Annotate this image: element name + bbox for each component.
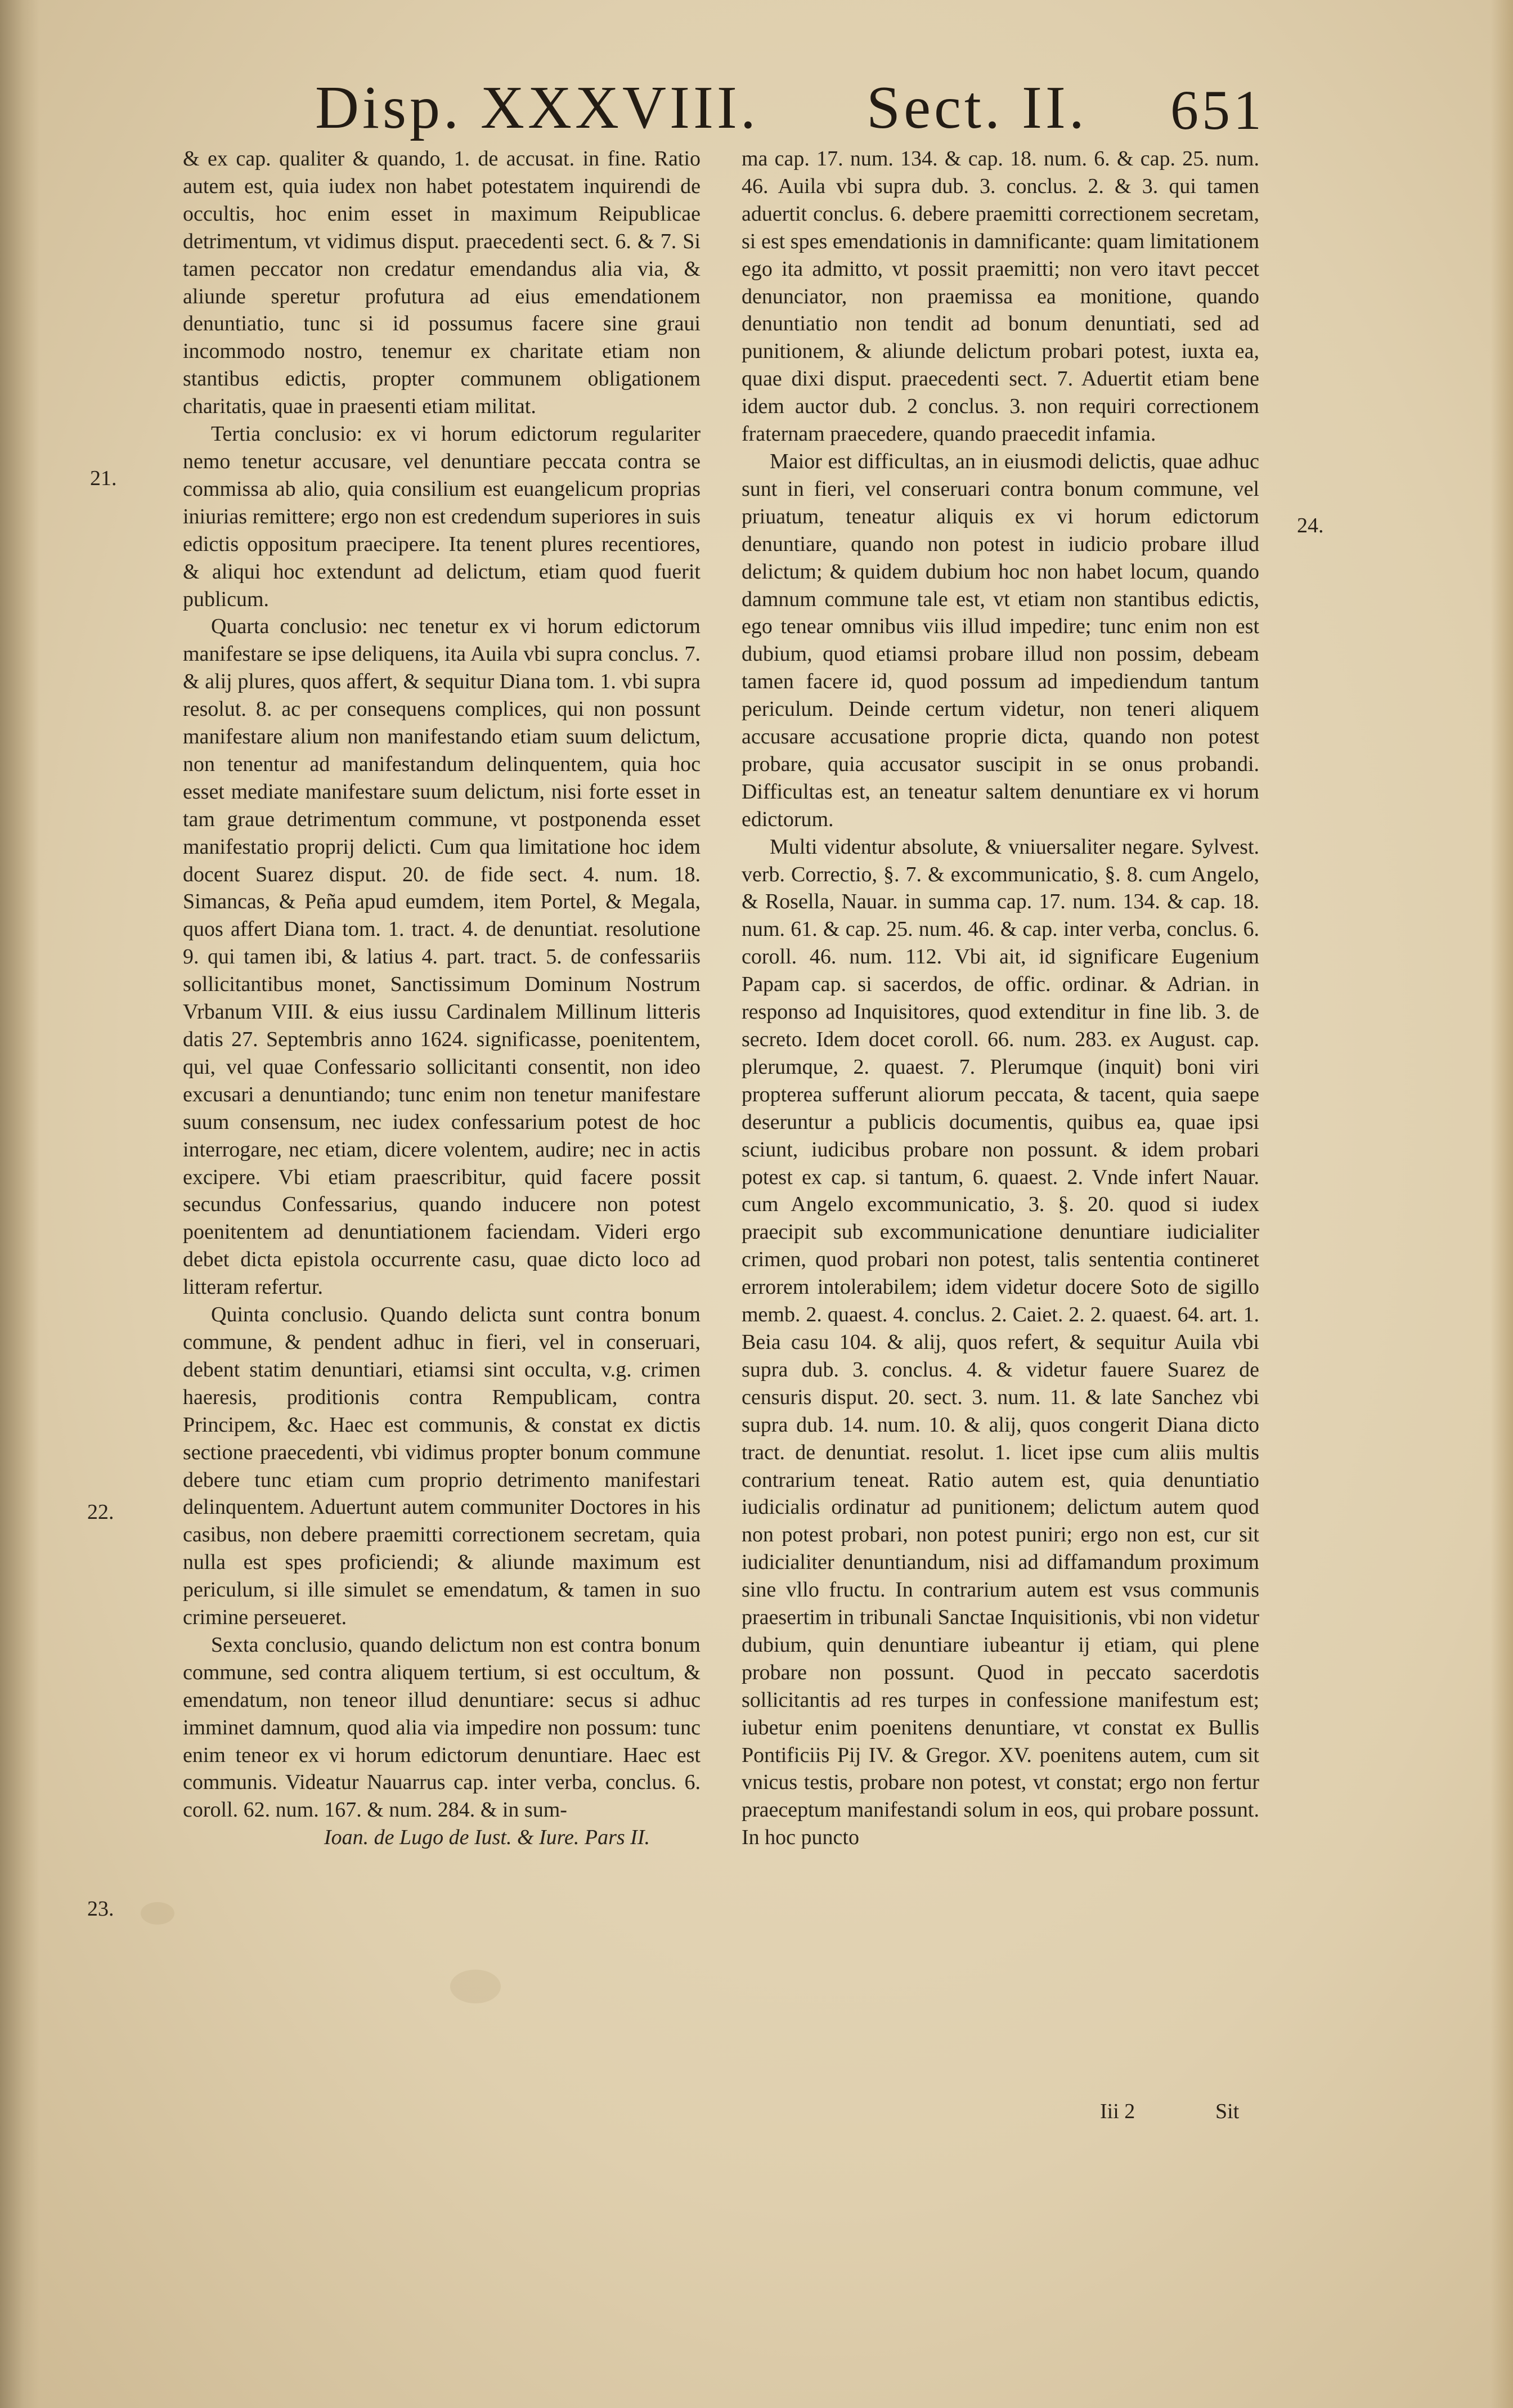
running-head-section: Sect. II. bbox=[867, 74, 1088, 141]
signature-mark: Iii 2 bbox=[1100, 2100, 1135, 2123]
footer-title-line: Ioan. de Lugo de Iust. & Iure. Pars II. bbox=[324, 1826, 650, 1850]
paragraph: Tertia conclusio: ex vi horum edictorum regulariter nemo tenetur accusare, vel denuntiare peccata contra se commissa ab alio, quia consilium est euangelicum proprias iniurias remittere; ergo non est credendum superiores in suis edictis oppositum praecipere. Ita tenent plures recentiores, & aliqui hoc extendunt ad delictum, etiam quod fuerit publicum. bbox=[183, 422, 701, 611]
paragraph: Quarta conclusio: nec tenetur ex vi horum edictorum manifestare se ipse deliquens, ita Auila vbi supra conclus. 7. & alij plures, quos affert, & sequitur Diana tom. 1. vbi supra resolut. 8. ac per consequens complices, qui non possunt manifestare alium non manifestando etiam suum delictum, non tenentur ad manifestandum delinquentem, quia hoc esset mediate manifestare suum delictum, nisi forte esset in tam graue detrimentum commune, vt postponenda esset manifestatio proprij delicti. Cum qua limitatione hoc idem docent Suarez disput. 20. de fide sect. 4. num. 18. Simancas, & Peña apud eumdem, item Portel, & Megala, quos affert Diana tom. 1. tract. 4. de denuntiat. resolutione 9. qui tamen ibi, & latius 4. part. tract. 5. de confessariis sollicitantibus monet, Sanctissimum Dominum Nostrum Vrbanum VIII. & eius iussu Cardinalem Millinum litteris datis 27. Septembris anno 1624. significasse, poenitentem, qui, vel quae Confessario sollicitanti consentit, non ideo excusari a denuntiando; tunc enim non tenetur manifestare suum consensum, nec iudex confessarium potest de hoc interrogare, nec etiam, dicere volentem, audire; nec in actis excipere. Vbi etiam praescribitur, quid facere possit secundus Confessarius, quando inducere non potest poenitentem ad denuntiationem faciendam. Videri ergo debet dicta epistola occurrente casu, quae dicto loco ad litteram refertur. bbox=[183, 615, 701, 1299]
page-gutter-shadow bbox=[0, 0, 39, 2408]
paragraph: Maior est difficultas, an in eiusmodi delictis, quae adhuc sunt in fieri, vel conseruari contra bonum commune, vel priuatum, teneatur aliquis ex vi horum edictorum denuntiare, quando non potest in iudicio probare illud delictum; & quidem dubium hoc non habet locum, quando damnum commune tale est, vt etiam non stantibus edictis, ego tenear omnibus viis illud impedire; tunc enim non est dubium, quod etiamsi probare illud non possim, debeam tamen facere id, quod possum ad impediendum tantum periculum. Deinde certum videtur, non teneri aliquem accusare accusatione proprie dicta, quando non potest probare, quia accusator suscipit in se onus probandi. Difficultas est, an teneatur saltem denuntiare ex vi horum edictorum. bbox=[742, 449, 1259, 831]
paper-stain bbox=[450, 1970, 501, 2003]
running-head-disputation: Disp. XXXVIII. bbox=[315, 74, 759, 141]
catchword: Sit bbox=[1215, 2100, 1240, 2123]
margin-number-21: 21. bbox=[90, 467, 117, 490]
paragraph: ma cap. 17. num. 134. & cap. 18. num. 6. & cap. 25. num. 46. Auila vbi supra dub. 3. conclus. 2. & 3. qui tamen aduertit conclus. 6. debere praemitti correctionem secretam, si est spes emendationis in damnificante: quam limitationem ego ita admitto, vt possit praemitti; non vero itavt peccet denunciator, non praemissa ea monitione, quando denuntiatio non tendit ad bonum denuntiati, sed ad punitionem, & aliunde delictum probari potest, iuxta ea, quae dixi disput. praecedenti sect. 7. Aduertit etiam bene idem auctor dub. 2 conclus. 3. non requiri correctionem fraternam praecedere, quando praecedit infamia. bbox=[742, 147, 1259, 446]
right-text-column bbox=[742, 145, 1259, 1851]
page-edge-shadow bbox=[1490, 0, 1513, 2408]
running-head bbox=[315, 73, 1272, 146]
margin-number-23: 23. bbox=[87, 1897, 114, 1921]
paper-stain bbox=[141, 1902, 174, 1925]
margin-number-22: 22. bbox=[87, 1500, 114, 1524]
left-text-column bbox=[183, 145, 701, 1851]
paragraph: & ex cap. qualiter & quando, 1. de accusat. in fine. Ratio autem est, quia iudex non habet potestatem inquirendi de occultis, hoc enim esset in maximum Reipublicae detrimentum, vt vidimus disput. praecedenti sect. 6. & 7. Si tamen peccator non credatur emendandus alia via, & aliunde speretur profutura ad eius emendationem denuntiatio, tunc si id possumus facere sine graui incommodo nostro, tenemur ex charitate etiam non stantibus edictis, propter communem obligationem charitatis, quae in praesenti etiam militat. bbox=[183, 147, 701, 419]
paragraph: Quinta conclusio. Quando delicta sunt contra bonum commune, & pendent adhuc in fieri, vel in conseruari, debent statim denuntiari, etiamsi sint occulta, v.g. crimen haeresis, proditionis contra Rempublicam, contra Principem, &c. Haec est communis, & constat ex dictis sectione praecedenti, vbi vidimus propter bonum commune debere tunc etiam cum proprio detrimento manifestari delinquentem. Aduertunt autem communiter Doctores in his casibus, non debere praemitti correctionem secretam, quia nulla est spes proficiendi; & aliunde maximum est periculum, si ille simulet se emendatum, & tamen in suo crimine perseueret. bbox=[183, 1303, 701, 1630]
paragraph: Sexta conclusio, quando delictum non est contra bonum commune, sed contra aliquem tertium, si est occultum, & emendatum, non teneor illud denuntiare: secus si adhuc imminet damnum, quod alia via impedire non possum: tunc enim teneor ex vi horum edictorum denuntiare. Haec est communis. Videatur Nauarrus cap. inter verba, conclus. 6. coroll. 62. num. 167. & num. 284. & in sum- bbox=[183, 1633, 701, 1822]
page-number: 651 bbox=[1170, 79, 1265, 141]
margin-number-24: 24. bbox=[1297, 514, 1324, 537]
paragraph: Multi videntur absolute, & vniuersaliter negare. Sylvest. verb. Correctio, §. 7. & excommunicatio, §. 8. cum Angelo, & Rosella, Nauar. in summa cap. 17. num. 134. & cap. 18. num. 61. & cap. 25. num. 46. & cap. inter verba, conclus. 6. coroll. 46. num. 112. Vbi ait, id significare Eugenium Papam cap. si sacerdos, de offic. ordinar. & Adrian. in responso ad Inquisitores, quod extenditur in fine lib. 3. de secreto. Idem docet coroll. 66. num. 283. ex August. cap. plerumque, 2. quaest. 7. Plerumque (inquit) boni viri propterea sufferunt aliorum peccata, & tacent, quia saepe deseruntur a publicis documentis, quibus ea, quae ipsi sciunt, iudicibus probare non possunt. & idem probari potest ex cap. si tantum, 6. quaest. 2. Vnde infert Nauar. cum Angelo excommunicatio, 3. §. 20. quod si iudex praecipit sub excommunicatione denuntiare iudicialiter crimen, quod probari non potest, talis sententia contineret errorem intolerabilem; idem videtur docere Soto de sigillo memb. 2. quaest. 4. conclus. 2. Caiet. 2. 2. quaest. 64. art. 1. Beia casu 104. & alij, quos refert, & sequitur Auila vbi supra dub. 3. conclus. 4. & videtur fauere Suarez de censuris disput. 20. sect. 3. num. 11. & late Sanchez vbi supra dub. 14. num. 10. & alij, quos congerit Diana dicto tract. de denuntiat. resolut. 1. licet ipse cum aliis multis contrarium teneat. Ratio autem est, quia denuntiatio iudicialis ordinatur ad punitionem; delictum autem quod non potest probari, non potest puniri; ergo non est, cur sit iudicialiter denuntiandum, nisi ad diffamandum proximum sine vllo fructu. In contrarium autem est vsus communis praesertim in tribunali Sanctae Inquisitionis, vbi non videtur dubium, quin denuntiare iubeantur ij etiam, qui plene probare non possunt. Quod in peccato sacerdotis sollicitantis ad res turpes in confessione manifestum est; iubetur enim poenitens denuntiare, vt constat ex Bullis Pontificiis Pij IV. & Gregor. XV. poenitens autem, cum sit vnicus testis, probare non potest, vt constat; ergo non fertur praeceptum manifestandi solum in eos, qui probare possunt. In hoc puncto bbox=[742, 835, 1259, 1850]
